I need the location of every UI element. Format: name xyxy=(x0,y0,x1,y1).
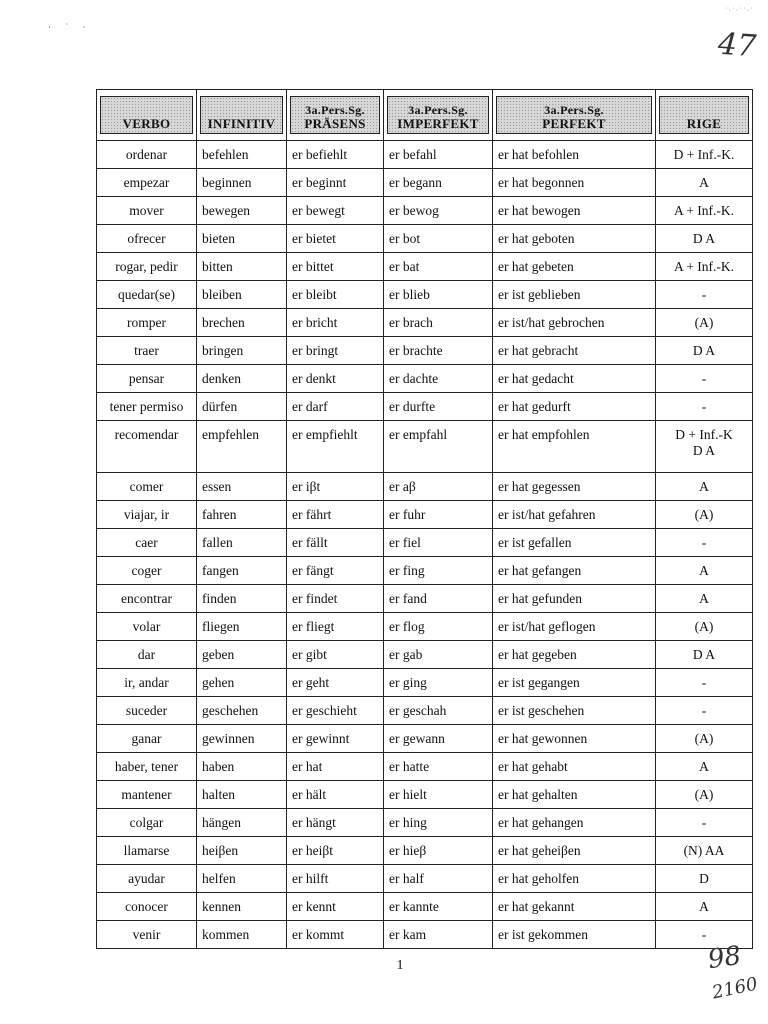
table-row xyxy=(97,337,753,365)
cell-perfekt: er hat befohlen xyxy=(493,141,656,169)
handwritten-note: 98 xyxy=(706,940,744,976)
cell-perfekt: er hat empfohlen xyxy=(493,421,656,473)
table-row xyxy=(97,365,753,393)
cell-imperfekt: er bewog xyxy=(384,197,493,225)
cell-perfekt: er hat gehabt xyxy=(493,753,656,781)
cell-imperfekt: er hing xyxy=(384,809,493,837)
cell-infinitiv: denken xyxy=(197,365,287,393)
handwritten-scribble: 2160 xyxy=(710,973,760,1004)
header-label: IMPERFEKT xyxy=(397,116,479,131)
cell-imperfekt: er dachte xyxy=(384,365,493,393)
table-row xyxy=(97,197,753,225)
cell-rige: A xyxy=(656,893,753,921)
cell-praesens: er fliegt xyxy=(287,613,384,641)
cell-spanish: comer xyxy=(97,473,197,501)
cell-infinitiv: empfehlen xyxy=(197,421,287,473)
cell-infinitiv: geben xyxy=(197,641,287,669)
cell-praesens: er gibt xyxy=(287,641,384,669)
cell-spanish: volar xyxy=(97,613,197,641)
cell-perfekt: er ist/hat gebrochen xyxy=(493,309,656,337)
cell-praesens: er heiβt xyxy=(287,837,384,865)
column-header-perfekt xyxy=(493,90,656,141)
cell-praesens: er kommt xyxy=(287,921,384,949)
cell-rige: D A xyxy=(656,641,753,669)
cell-infinitiv: brechen xyxy=(197,309,287,337)
header-top-label: 3a.Pers.Sg. xyxy=(305,103,365,117)
cell-imperfekt: er empfahl xyxy=(384,421,493,473)
table-row xyxy=(97,669,753,697)
cell-imperfekt: er befahl xyxy=(384,141,493,169)
cell-imperfekt: er gewann xyxy=(384,725,493,753)
header-box xyxy=(387,96,489,134)
scan-noise: ˙·˙·˙˙·˙ xyxy=(724,6,754,15)
cell-perfekt: er ist/hat gefahren xyxy=(493,501,656,529)
cell-infinitiv: kommen xyxy=(197,921,287,949)
cell-spanish: rogar, pedir xyxy=(97,253,197,281)
cell-spanish: ir, andar xyxy=(97,669,197,697)
cell-spanish: mantener xyxy=(97,781,197,809)
cell-praesens: er kennt xyxy=(287,893,384,921)
cell-infinitiv: finden xyxy=(197,585,287,613)
cell-spanish: ofrecer xyxy=(97,225,197,253)
header-label: PRÄSENS xyxy=(304,116,366,131)
table-row xyxy=(97,473,753,501)
cell-perfekt: er hat gefangen xyxy=(493,557,656,585)
cell-perfekt: er hat begonnen xyxy=(493,169,656,197)
header-box xyxy=(200,96,283,134)
cell-rige: A xyxy=(656,585,753,613)
cell-imperfekt: er bat xyxy=(384,253,493,281)
cell-perfekt: er ist geblieben xyxy=(493,281,656,309)
cell-rige: D + Inf.-K. xyxy=(656,141,753,169)
cell-imperfekt: er durfte xyxy=(384,393,493,421)
cell-infinitiv: dürfen xyxy=(197,393,287,421)
cell-perfekt: er hat gegessen xyxy=(493,473,656,501)
cell-infinitiv: gewinnen xyxy=(197,725,287,753)
cell-imperfekt: er aβ xyxy=(384,473,493,501)
column-header-pr-sens xyxy=(287,90,384,141)
cell-praesens: er iβt xyxy=(287,473,384,501)
rige-line: D + Inf.-K xyxy=(675,427,733,442)
cell-spanish: llamarse xyxy=(97,837,197,865)
cell-rige: A xyxy=(656,169,753,197)
table-body xyxy=(97,141,753,949)
cell-imperfekt: er blieb xyxy=(384,281,493,309)
table-row xyxy=(97,421,753,473)
cell-infinitiv: bringen xyxy=(197,337,287,365)
cell-perfekt: er hat gebracht xyxy=(493,337,656,365)
header-label: RIGE xyxy=(686,116,722,131)
cell-imperfekt: er fuhr xyxy=(384,501,493,529)
cell-imperfekt: er half xyxy=(384,865,493,893)
scan-specks: · ˙ · xyxy=(48,22,92,32)
table-row xyxy=(97,501,753,529)
cell-imperfekt: er hatte xyxy=(384,753,493,781)
column-header-rige xyxy=(656,90,753,141)
cell-perfekt: er hat geholfen xyxy=(493,865,656,893)
cell-praesens: er hilft xyxy=(287,865,384,893)
cell-rige: (A) xyxy=(656,781,753,809)
header-top-label: 3a.Pers.Sg. xyxy=(544,103,604,117)
table-row xyxy=(97,309,753,337)
cell-praesens: er denkt xyxy=(287,365,384,393)
cell-rige: (N) AA xyxy=(656,837,753,865)
cell-rige: - xyxy=(656,697,753,725)
cell-spanish: pensar xyxy=(97,365,197,393)
cell-perfekt: er hat bewogen xyxy=(493,197,656,225)
cell-perfekt: er ist gegangen xyxy=(493,669,656,697)
cell-infinitiv: bewegen xyxy=(197,197,287,225)
cell-perfekt: er hat gekannt xyxy=(493,893,656,921)
cell-praesens: er bietet xyxy=(287,225,384,253)
cell-praesens: er beginnt xyxy=(287,169,384,197)
cell-infinitiv: gehen xyxy=(197,669,287,697)
cell-spanish: caer xyxy=(97,529,197,557)
cell-perfekt: er hat gedacht xyxy=(493,365,656,393)
table-row xyxy=(97,529,753,557)
column-header-verbo xyxy=(97,90,197,141)
cell-spanish: romper xyxy=(97,309,197,337)
cell-praesens: er geht xyxy=(287,669,384,697)
cell-infinitiv: bieten xyxy=(197,225,287,253)
cell-spanish: colgar xyxy=(97,809,197,837)
cell-rige: - xyxy=(656,669,753,697)
cell-praesens: er bewegt xyxy=(287,197,384,225)
cell-spanish: empezar xyxy=(97,169,197,197)
table-row xyxy=(97,613,753,641)
cell-spanish: venir xyxy=(97,921,197,949)
cell-rige xyxy=(656,421,753,473)
rige-line: D A xyxy=(692,443,716,458)
cell-praesens: er gewinnt xyxy=(287,725,384,753)
cell-infinitiv: haben xyxy=(197,753,287,781)
cell-perfekt: er hat gewonnen xyxy=(493,725,656,753)
cell-perfekt: er ist gefallen xyxy=(493,529,656,557)
cell-imperfekt: er fiel xyxy=(384,529,493,557)
cell-imperfekt: er fand xyxy=(384,585,493,613)
cell-perfekt: er hat gefunden xyxy=(493,585,656,613)
cell-infinitiv: essen xyxy=(197,473,287,501)
cell-rige: (A) xyxy=(656,613,753,641)
cell-spanish: haber, tener xyxy=(97,753,197,781)
table-row xyxy=(97,865,753,893)
cell-imperfekt: er fing xyxy=(384,557,493,585)
cell-spanish: ganar xyxy=(97,725,197,753)
cell-infinitiv: fangen xyxy=(197,557,287,585)
header-box xyxy=(290,96,380,134)
cell-praesens: er bleibt xyxy=(287,281,384,309)
header-label: VERBO xyxy=(122,116,171,131)
cell-spanish: dar xyxy=(97,641,197,669)
cell-spanish: coger xyxy=(97,557,197,585)
cell-imperfekt: er gab xyxy=(384,641,493,669)
cell-rige: - xyxy=(656,365,753,393)
table-row xyxy=(97,225,753,253)
table-row xyxy=(97,641,753,669)
cell-rige: A xyxy=(656,557,753,585)
table-row xyxy=(97,141,753,169)
cell-rige: - xyxy=(656,393,753,421)
page-number: 1 xyxy=(396,958,404,973)
cell-infinitiv: helfen xyxy=(197,865,287,893)
cell-spanish: suceder xyxy=(97,697,197,725)
cell-praesens: er hängt xyxy=(287,809,384,837)
cell-praesens: er fängt xyxy=(287,557,384,585)
cell-infinitiv: bleiben xyxy=(197,281,287,309)
column-header-imperfekt xyxy=(384,90,493,141)
cell-infinitiv: heiβen xyxy=(197,837,287,865)
cell-rige: A xyxy=(656,753,753,781)
cell-infinitiv: befehlen xyxy=(197,141,287,169)
cell-imperfekt: er flog xyxy=(384,613,493,641)
header-top-label: 3a.Pers.Sg. xyxy=(408,103,468,117)
cell-praesens: er hat xyxy=(287,753,384,781)
cell-perfekt: er hat gehangen xyxy=(493,809,656,837)
cell-spanish: traer xyxy=(97,337,197,365)
header-label: PERFEKT xyxy=(542,116,606,131)
cell-praesens: er geschieht xyxy=(287,697,384,725)
cell-imperfekt: er ging xyxy=(384,669,493,697)
cell-imperfekt: er hielt xyxy=(384,781,493,809)
cell-rige: D A xyxy=(656,225,753,253)
cell-perfekt: er ist gekommen xyxy=(493,921,656,949)
cell-infinitiv: kennen xyxy=(197,893,287,921)
cell-perfekt: er hat gebeten xyxy=(493,253,656,281)
cell-infinitiv: beginnen xyxy=(197,169,287,197)
cell-imperfekt: er brach xyxy=(384,309,493,337)
cell-imperfekt: er hieβ xyxy=(384,837,493,865)
header-box xyxy=(100,96,193,134)
cell-perfekt: er hat geboten xyxy=(493,225,656,253)
cell-imperfekt: er brachte xyxy=(384,337,493,365)
cell-rige: (A) xyxy=(656,501,753,529)
cell-imperfekt: er geschah xyxy=(384,697,493,725)
cell-infinitiv: bitten xyxy=(197,253,287,281)
cell-spanish: viajar, ir xyxy=(97,501,197,529)
cell-rige: D A xyxy=(656,337,753,365)
header-label: INFINITIV xyxy=(207,116,276,131)
cell-imperfekt: er kam xyxy=(384,921,493,949)
cell-infinitiv: fliegen xyxy=(197,613,287,641)
handwritten-page-number: 47 xyxy=(716,26,758,65)
cell-rige: (A) xyxy=(656,309,753,337)
cell-praesens: er bricht xyxy=(287,309,384,337)
cell-infinitiv: hängen xyxy=(197,809,287,837)
verb-conjugation-table xyxy=(96,89,753,949)
table-row xyxy=(97,837,753,865)
table-row xyxy=(97,697,753,725)
column-header-infinitiv xyxy=(197,90,287,141)
cell-infinitiv: geschehen xyxy=(197,697,287,725)
cell-praesens: er bringt xyxy=(287,337,384,365)
cell-rige: A xyxy=(656,473,753,501)
cell-imperfekt: er begann xyxy=(384,169,493,197)
cell-spanish: ayudar xyxy=(97,865,197,893)
cell-perfekt: er hat gegeben xyxy=(493,641,656,669)
table-row xyxy=(97,253,753,281)
cell-praesens: er hält xyxy=(287,781,384,809)
table-row xyxy=(97,557,753,585)
cell-praesens: er darf xyxy=(287,393,384,421)
cell-spanish: quedar(se) xyxy=(97,281,197,309)
table-row xyxy=(97,753,753,781)
cell-rige: - xyxy=(656,529,753,557)
cell-perfekt: er hat gehalten xyxy=(493,781,656,809)
cell-praesens: er empfiehlt xyxy=(287,421,384,473)
table-row xyxy=(97,393,753,421)
table-row xyxy=(97,725,753,753)
header-row xyxy=(97,90,753,141)
cell-perfekt: er hat gedurft xyxy=(493,393,656,421)
table-row xyxy=(97,809,753,837)
cell-imperfekt: er kannte xyxy=(384,893,493,921)
cell-rige: - xyxy=(656,809,753,837)
table-row xyxy=(97,921,753,949)
cell-praesens: er findet xyxy=(287,585,384,613)
cell-praesens: er fährt xyxy=(287,501,384,529)
table-row xyxy=(97,281,753,309)
cell-praesens: er fällt xyxy=(287,529,384,557)
cell-rige: A + Inf.-K. xyxy=(656,253,753,281)
cell-infinitiv: fallen xyxy=(197,529,287,557)
table-row xyxy=(97,893,753,921)
cell-praesens: er bittet xyxy=(287,253,384,281)
cell-perfekt: er ist geschehen xyxy=(493,697,656,725)
cell-spanish: recomendar xyxy=(97,421,197,473)
cell-infinitiv: fahren xyxy=(197,501,287,529)
header-box xyxy=(659,96,749,134)
cell-rige: - xyxy=(656,921,753,949)
cell-rige: (A) xyxy=(656,725,753,753)
cell-infinitiv: halten xyxy=(197,781,287,809)
cell-spanish: mover xyxy=(97,197,197,225)
cell-rige: D xyxy=(656,865,753,893)
table-row xyxy=(97,781,753,809)
table-row xyxy=(97,585,753,613)
cell-perfekt: er ist/hat geflogen xyxy=(493,613,656,641)
cell-spanish: tener permiso xyxy=(97,393,197,421)
header-box xyxy=(496,96,652,134)
cell-spanish: ordenar xyxy=(97,141,197,169)
cell-spanish: conocer xyxy=(97,893,197,921)
cell-praesens: er befiehlt xyxy=(287,141,384,169)
cell-perfekt: er hat geheiβen xyxy=(493,837,656,865)
cell-rige: A + Inf.-K. xyxy=(656,197,753,225)
cell-rige: - xyxy=(656,281,753,309)
cell-spanish: encontrar xyxy=(97,585,197,613)
table-row xyxy=(97,169,753,197)
cell-imperfekt: er bot xyxy=(384,225,493,253)
